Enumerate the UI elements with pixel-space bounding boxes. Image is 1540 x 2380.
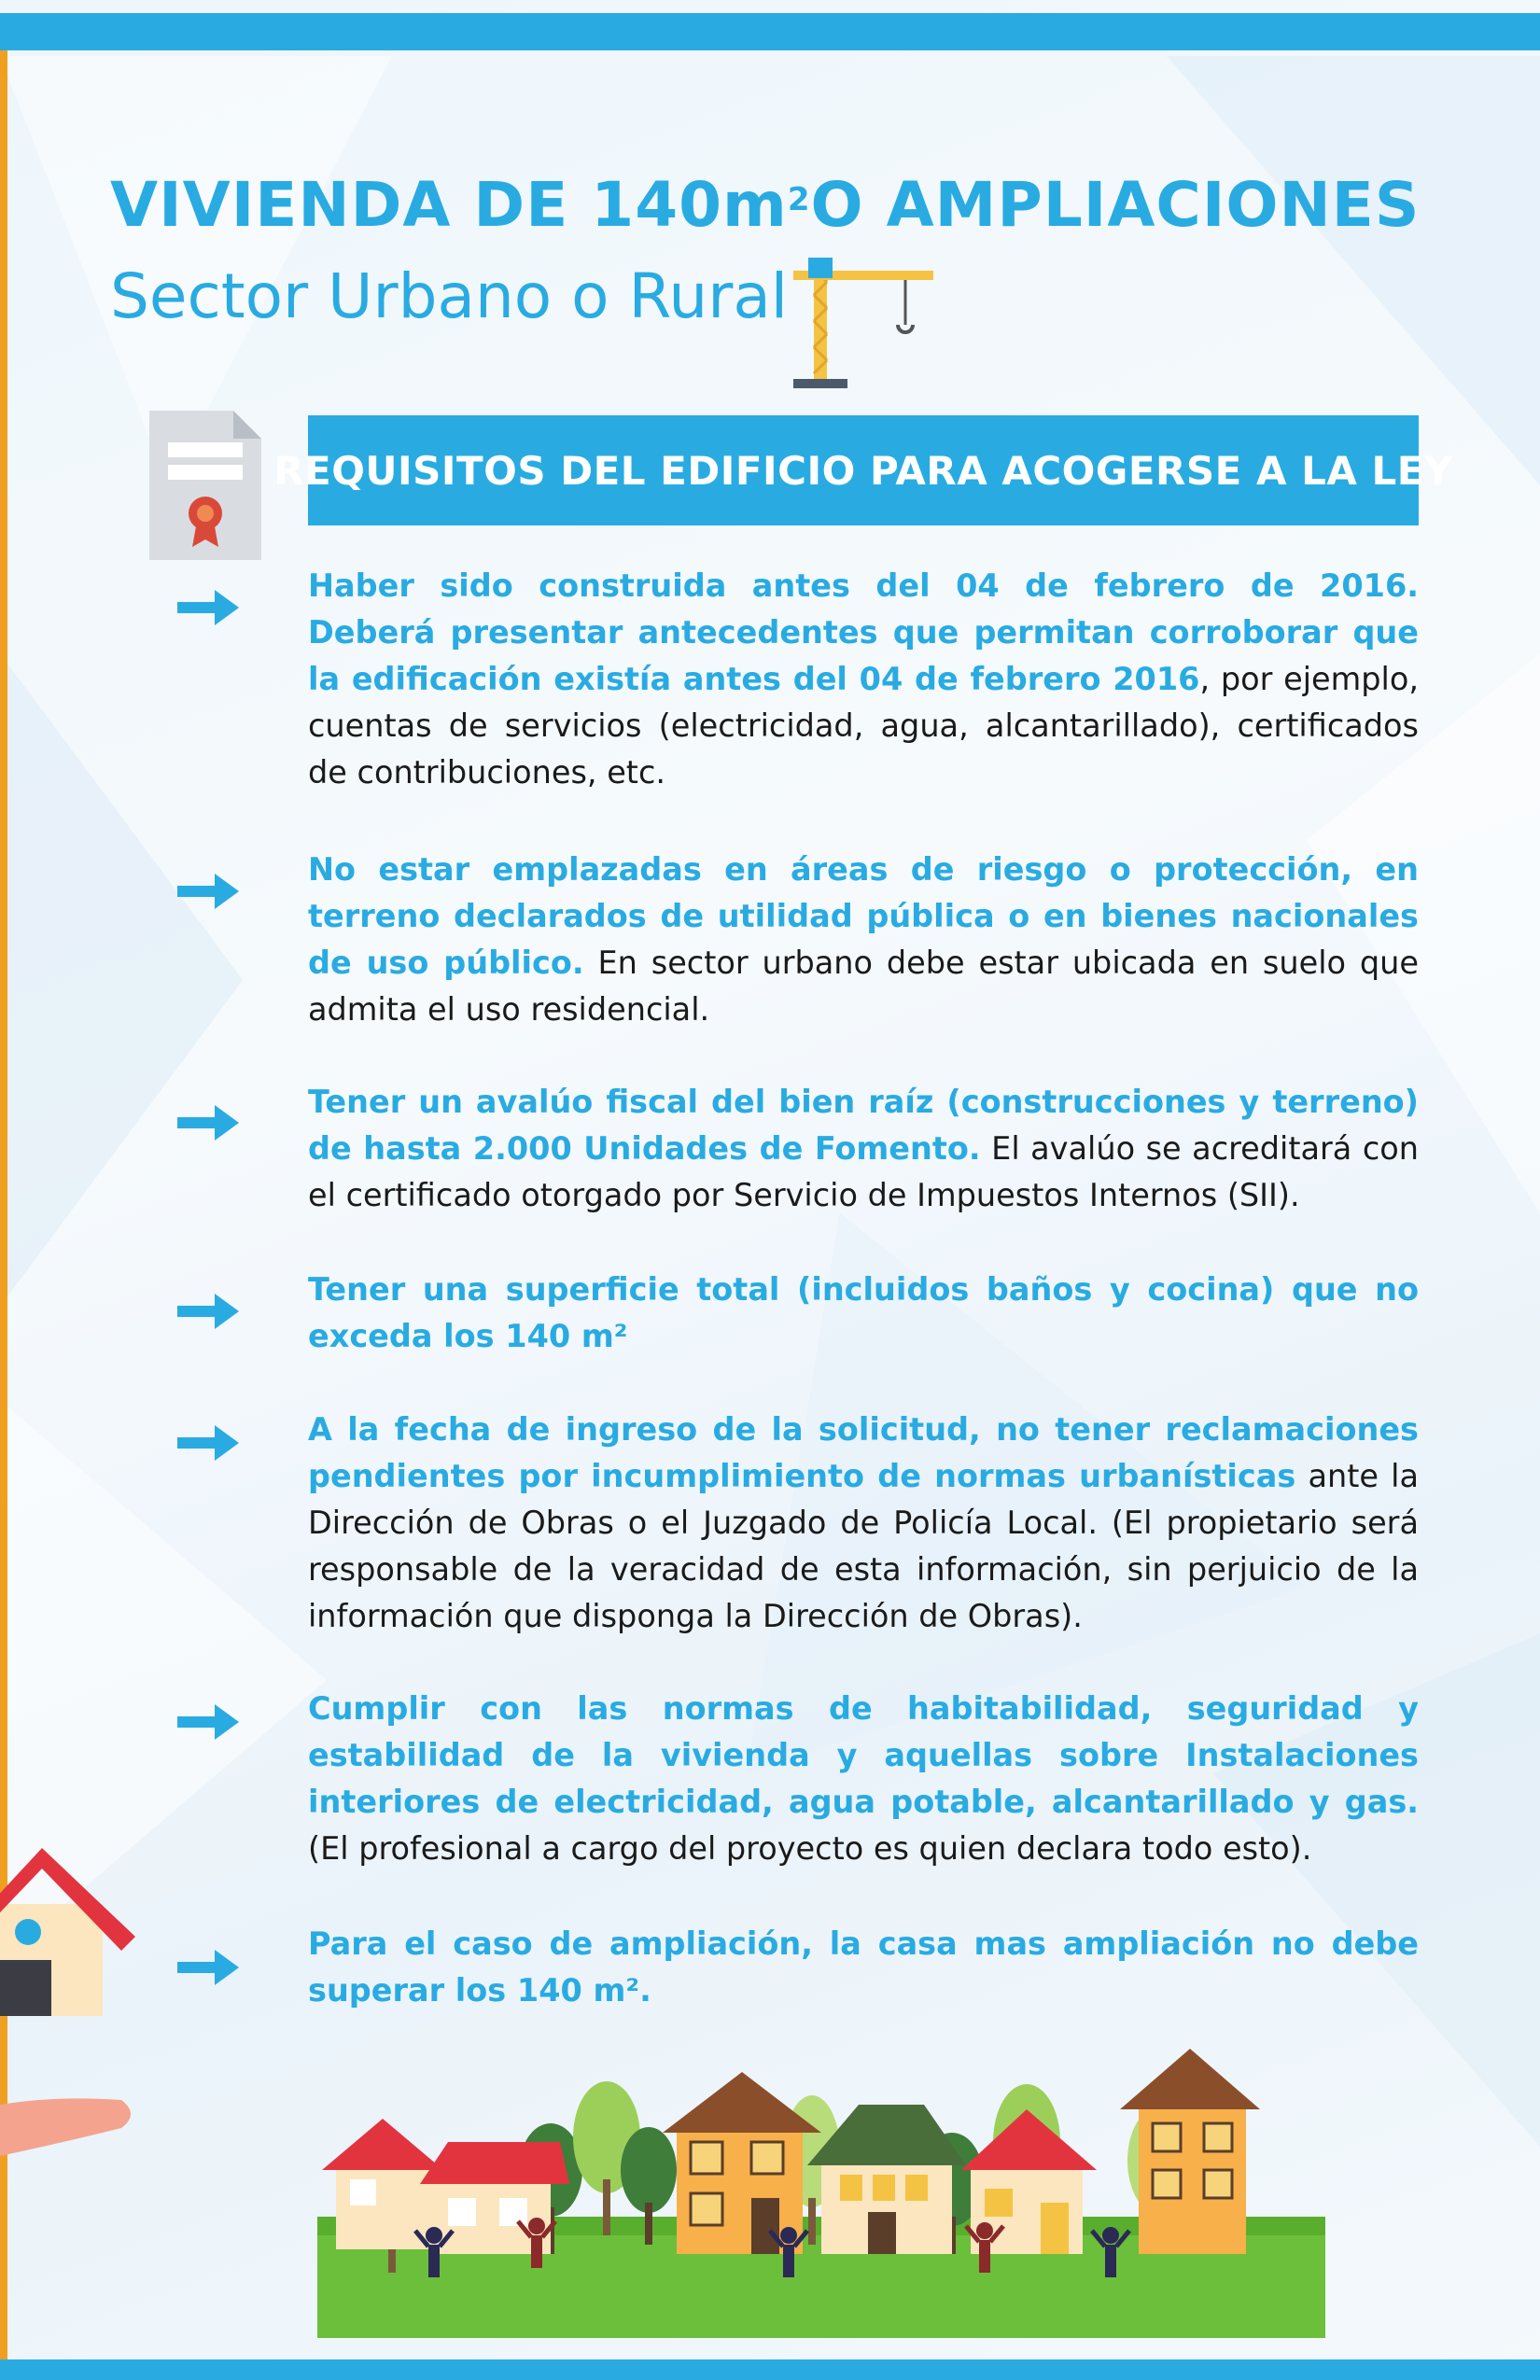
requirement-item-3 [308,1079,1419,1219]
arrow-right-icon [177,1290,241,1333]
requirement-text: En sector urbano debe estar ubicada en suelo que admita el uso residencial. [308,945,1419,1028]
requirement-highlight: Tener una superficie total (incluidos baños y cocina) que no exceda los 140 m² [308,1271,1419,1354]
banner-label: REQUISITOS DEL EDIFICIO PARA ACOGERSE A LA LEY [273,447,1453,494]
requirement-item-7 [308,1921,1419,2014]
requirement-item-5 [308,1407,1419,1640]
requirement-highlight: No estar emplazadas en áreas de riesgo o protección, en terreno declarados de utilidad pública o en bienes nacionales de uso público. [308,851,1419,981]
arrow-right-icon [177,1701,241,1743]
bottom-bar [0,2359,1540,2380]
requirement-item-1 [308,563,1419,796]
title-superscript: 2 [787,181,811,218]
arrow-right-icon [177,1946,241,1989]
requirement-text: (El profesional a cargo del proyecto es quien declara todo esto). [308,1830,1312,1867]
village-illustration [317,2049,1325,2357]
requirement-highlight: Para el caso de ampliación, la casa mas ampliación no debe superar los 140 m². [308,1925,1419,2009]
requirement-item-2 [308,847,1419,1033]
certificate-document-icon [149,411,261,560]
arrow-right-icon [177,1421,241,1464]
construction-crane-icon [793,250,943,395]
title-main: VIVIENDA DE 140m [110,169,788,241]
arrow-right-icon [177,586,241,629]
requirement-highlight: Cumplir con las normas de habitabilidad, seguridad y estabilidad de la vivienda y aquellas sobre Instalaciones interiores de electricidad, agua potable, alcantarillado y gas. [308,1690,1419,1820]
requirement-highlight: Haber sido construida antes del 04 de febrero de 2016. Deberá presentar antecedentes que permitan corroborar que la edificación existía antes del 04 de febrero 2016 [308,567,1419,697]
top-bar [0,13,1540,50]
requirement-item-4 [308,1267,1419,1360]
page-title [110,168,1421,243]
requirement-text: , por ejemplo, cuentas de servicios (electricidad, agua, alcantarillado), certificados de contribuciones, etc. [308,661,1419,791]
requirement-text: El avalúo se acreditará con el certificado otorgado por Servicio de Impuestos Internos (SII). [308,1130,1419,1213]
house-on-hand-illustration [0,1848,149,2203]
requirement-item-6 [308,1686,1419,1872]
requirement-highlight: A la fecha de ingreso de la solicitud, no tener reclamaciones pendientes por incumplimiento de normas urbanísticas [308,1411,1419,1494]
arrow-right-icon [177,1101,241,1144]
page-subtitle: Sector Urbano o Rural [110,260,789,332]
requirement-highlight: Tener un avalúo fiscal del bien raíz (construcciones y terreno) de hasta 2.000 Unidades de Fomento. [308,1084,1419,1167]
requirements-banner [273,415,1453,525]
requirement-text: ante la Dirección de Obras o el Juzgado de Policía Local. (El propietario será responsable de la veracidad de esta información, sin perjuicio de la información que disponga la Dirección de Obras). [308,1458,1419,1634]
title-rest: O AMPLIACIONES [810,169,1421,241]
arrow-right-icon [177,870,241,913]
